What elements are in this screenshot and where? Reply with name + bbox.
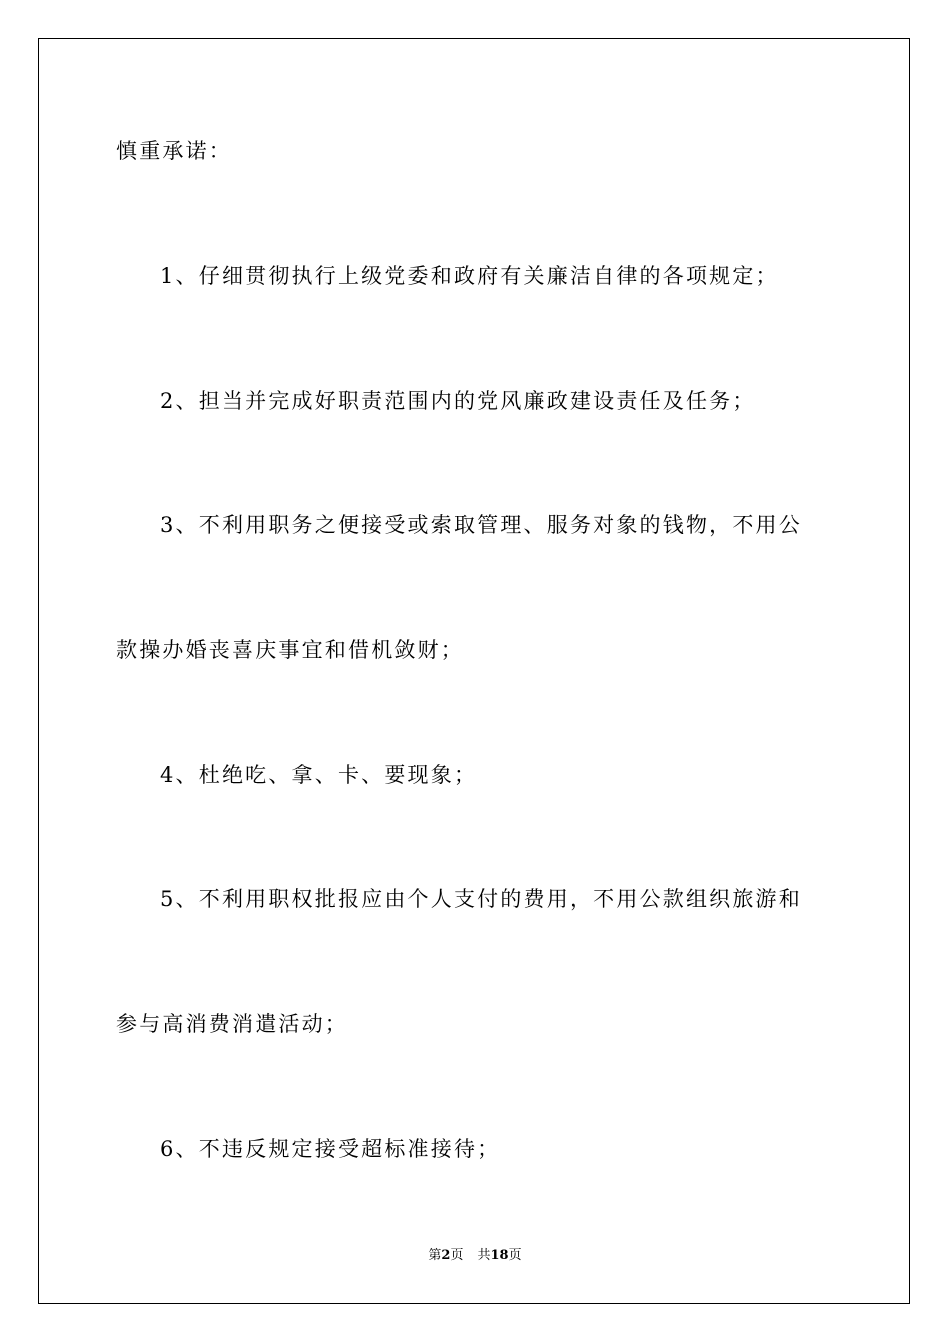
page-footer (0, 1247, 950, 1265)
paragraph-item-6: 6、不违反规定接受超标准接待； (160, 1137, 501, 1161)
footer-total-pages: 18 (490, 1248, 509, 1263)
page-border (38, 38, 910, 1304)
paragraph-item-3-continued: 款操办婚丧喜庆事宜和借机敛财； (116, 638, 464, 662)
paragraph-intro: 慎重承诺： (116, 139, 232, 163)
paragraph-item-5: 5、不利用职权批报应由个人支付的费用，不用公款组织旅游和 (160, 887, 802, 911)
footer-total-prefix: 共 (477, 1248, 491, 1263)
paragraph-item-3: 3、不利用职务之便接受或索取管理、服务对象的钱物，不用公 (160, 513, 802, 537)
paragraph-item-5-continued: 参与高消费消遣活动； (116, 1012, 348, 1036)
footer-total-suffix: 页 (508, 1248, 522, 1263)
footer-page-prefix: 第 (428, 1248, 442, 1263)
paragraph-item-4: 4、杜绝吃、拿、卡、要现象； (160, 763, 478, 787)
footer-current-page: 2 (441, 1248, 451, 1263)
paragraph-item-1: 1、仔细贯彻执行上级党委和政府有关廉洁自律的各项规定； (160, 264, 779, 288)
paragraph-item-2: 2、担当并完成好职责范围内的党风廉政建设责任及任务； (160, 389, 756, 413)
footer-page-suffix: 页 (450, 1248, 464, 1263)
